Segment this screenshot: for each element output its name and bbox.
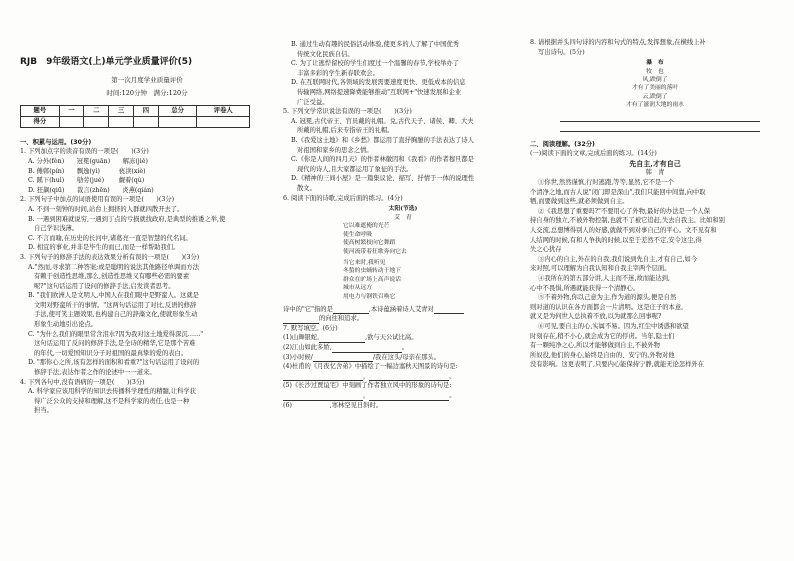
option-cont: 散文。 [297,184,316,192]
answer-blank[interactable] [434,313,464,314]
column-middle [283,40,520,410]
article-line: ②《我思想了重要吗?"不要用心了外物,最好的办法是一个人保 [538,207,710,215]
article-author: 韩 青 [645,169,665,177]
score-cell[interactable] [197,116,250,127]
option-cont: 手法,使可笑主题效果,也构建自己的辞藻文化,使就形象生动 [34,311,198,319]
option-cont: 所戴的礼帽,后来专指帝王的礼帽。 [297,127,394,135]
article-line: 则对道的认识在各方面都会一片清明。这是庄子的本意, [530,303,684,311]
poem-line: 冬蛰的虫蛹转动于地下 [343,268,401,275]
option: C. 蹊下(huì) 劬劳(jué) 觑着(qù) [28,177,145,185]
option: D. 狂飙(qiū) 裁言(zhēn) 炎燕(qián) [28,186,154,194]
score-header-cell: 评卷人 [197,105,250,116]
poem-author: 牧 也 [646,68,664,75]
poem-waterfall [530,59,780,109]
fill-item: (6) ,寒林空见日斜时。 [283,401,383,409]
option-cont: 自己学识浅薄。 [34,225,79,233]
poem-line: 城市从远方 [343,285,372,292]
article-line: 有一颗纯净之心,所以才能够做到自主,不被外物 [530,342,660,350]
article-line: 人交流,总想博得别人的好感,就做不到对事自己的平心。文不见有和 [530,226,717,234]
poem-line: 群众在旷场上高声说话 [343,276,401,283]
score-table [20,105,250,128]
option-cont: 担当。 [34,407,53,415]
option-cont: 修辞手法,表达作者之作的论述中一一道来。 [34,369,156,377]
option: B. 通过生动有趣的民俗活动体验,使更多的人了解了中国优秀 [291,41,460,48]
option: B. 傩郸(pín) 飘逸(yì) 亵渎(xiè) [28,167,146,175]
option: D. 在互联网时代,各领域的发展需要速度更快、更低成本的信息 [291,79,466,87]
option: A. 分外(fèn) 冠冕(guān) 解冻(jiě) [28,157,148,165]
poem-title: 瀑 布 [646,60,664,67]
reading-intro: (一)阅读下面的文章,完成后面的练习。(14分) [530,150,657,158]
article-line: ④我所在的第五部分讲,人主而不迷,故而能达到, [538,274,670,282]
score-cell[interactable] [158,116,197,127]
option-cont: 传统文化民族自信。 [297,50,354,58]
fill-item: ， 。 [283,391,520,401]
poem-line: 才有了滋润大地的雨水 [626,102,684,109]
fill-item: (2)江山如此多娇, 。 [283,344,408,351]
article-line: 就又是为何世人总执着不放,以为就那么回事呢? [530,313,662,321]
fill-item: ， 。 [283,372,520,382]
question-stem: 5. 下列文学常识说法有误的一项是( )(3分) [283,108,412,116]
fill-item: (4)杜甫的《月夜忆舍弟》中描绘了一幅边塞秋天图景的诗句是: [283,363,458,371]
poem-line: 它以难遮掩的光芒 [343,223,390,230]
score-cell[interactable] [59,116,84,127]
option: D.《精神的三间小屋》是一篇集议论、描写、抒情于一体的说理性 [291,175,475,183]
poem-line: 当它来时,我听见 [343,259,386,266]
fill-item: (1)山舞银蛇, ,欲与天公试比高。 [283,334,418,342]
option-cont: 呢?"这句话运用了设问的修辞手法,启发读者思考。 [34,282,175,290]
score-header-cell: 三 [109,105,134,116]
article-line: ⑥可见,要自主的心,实属不易。因为,红尘中诱惑和欲望 [538,322,689,330]
option-cont: 的年代,一切爱国知识分子对祖国的最真挚的爱的表白。 [34,349,188,357]
question-stem: 3. 下列句子的修辞手法的表达效果分析有误的一项是( )(3分) [20,253,200,261]
answer-line[interactable] [560,122,760,132]
article-line: 牺,而要做到这些,就必须做到自主。 [530,198,629,206]
poem-line: 使河流带着狂歌奔向它去 [343,249,407,256]
article-line: 持自身的独立,不被外物控制,也就不了被它追赶,失去自我主。比如和别 [530,217,725,225]
poem-line: 使高树繁枝向它舞蹈 [343,240,396,247]
option-cont: 传输网络,网络提速降费能够推动"互联网+"快速发展和企业 [297,88,462,96]
option-cont: 广泛受益。 [297,98,329,106]
option: C. 不言而喻,在历史的长河中,诸葛亮一直是智慧的代名词。 [28,234,192,242]
question-prompt: 诗中的"它"指的是 ,本诗蕴涵着诗人艾青对 [283,305,520,315]
question-stem: 2. 下列句子中加点的词语使用有误的一项是( )(3分) [20,196,175,204]
option-cont: 对祖国和家乡的思念之情。 [297,146,373,154]
article-line: ③内心的自主,外在的自我,我们说到先自主,才有自己,如今 [538,255,698,263]
option: A."然而,寻求第二种答案;或是聪明的说法其他路径单调而方法 [28,263,199,271]
option-cont: 得广泛公众的支持和理解,这不是科学家的责任,也是一种 [34,397,190,405]
score-cell[interactable] [109,116,134,127]
option: A. 不到一刻钟的时间,站台上拥挤的人群就四散开去了。 [28,205,184,213]
column-right [530,38,780,370]
option: B.《我爱这土地》和《乡愁》都运用了直抒胸臆的手法表达了诗人 [291,136,474,144]
poem-line: 风,跌倒了 [642,77,668,83]
option-cont: 这句话运用了反问的修辞手法,是全诗的精华,它是那个苦难 [34,340,196,348]
answer-line[interactable] [560,112,760,122]
article-line: 所奴役,他们的身心,始终是自由的、安宁的,外物对他 [530,351,675,359]
article-line: 人结网的时候,有和人争执的时候,以至于差然不定,安令这尘,得 [530,236,702,244]
score-cell[interactable] [84,116,109,127]
score-table-score-row [21,116,250,127]
poem-line: 使生命呼吸 [343,231,372,238]
option: D. 相宜的事业,并非是毕生的而已,而是一样帮助我们。 [28,244,180,252]
score-header-cell: 一 [59,105,84,116]
score-header-cell: 总分 [158,105,197,116]
poem-line: 云,跌倒了 [642,93,668,100]
question-prompt: 的向往和追求。 [283,314,520,324]
article-line: 心中不畏惧,所遇就能获得一个清静心。 [530,284,640,292]
option: C.《你是人间的四月天》的作者林徽因和《我看》的作者穆旦都是 [291,156,474,164]
score-row-label: 得分 [21,116,60,127]
option: C. "为什么我们的眼里常含泪水?因为我对这土地爱得深沉……" [28,330,204,338]
poem-author: 艾 青 [394,214,412,221]
question-stem: 4. 下列各句中,没有语病的一项是( )(3分) [20,378,145,386]
option-cont: 丰富多彩的学生新春联欢会。 [297,69,379,77]
option-cont: 形象生动地引出论点。 [34,321,97,329]
poem-line: 用电力与钢铁召唤它 [343,294,396,301]
question-stem: 8. 请根据并头四句诗的内容和句式的特点,发挥想象,在横线上补 [530,39,706,46]
article-line: 个清净之地,而古人说"闭门即是深山",我们只能回中间靠,向中取 [530,188,706,196]
fill-item: (3)小时候/ /我在这头/母亲在那头。 [283,353,441,361]
fill-item: (5)《长沙过贾谊宅》中刻画了作者独立风中的形象的诗句是: [283,382,452,390]
poem-title: 太阳(节选) [388,206,418,213]
question-stem: 7. 默写填空。(6分) [283,324,338,332]
poem-sun [343,205,463,302]
option-cont: 文明对野蛮所干的事情。"这两句话运用了对比,反语的修辞 [34,301,197,309]
option: B. 一遇到困难就说穷,一遇到丁点的亏损就找政府,是典型的推诿之举,使 [28,215,226,223]
article-line: 失之心犹存 [530,246,562,254]
poem-line: 才有了美丽的落叶 [631,85,679,92]
score-header-cell: 题号 [21,105,60,116]
question-stem: 1. 下列加点字的读音有误的一项是( )(3分) [20,148,149,156]
section-heading: 一、积累与运用。(30分) [20,138,92,146]
article-line: 没有影响。这更表明了,只要内心能保持宁静,就能无论怎样外在 [530,361,705,369]
option-cont: 有赖于创造性思维,那么,创造性思维又有哪些必需的要素 [34,273,190,281]
exam-time: 时间:120分钟 满分:120分 [106,89,188,98]
question-stem: 6. 阅读下面的诗歌,完成后面的练习。(4分) [283,194,403,202]
section-heading: 二、阅读理解。(32分) [530,140,595,148]
column-left [20,40,274,416]
option: D. "那你心之所,该有怎样的面积和看重?"这句话运用了设问的 [28,359,200,367]
article-line: 来对照,可以理解为自我认知和自我主宰两个层面。 [530,265,671,273]
option: A. 冠冕,古代帝王、官员戴的礼帽。兑,古代天子、诸侯、卿、大夫 [291,117,474,125]
exam-title: RJB 9年级语文(上)单元学业质量评价(5) [20,57,193,67]
score-cell[interactable] [134,116,159,127]
score-header-cell: 二 [84,105,109,116]
article-line: ①你世,然然谨慎,行时逃跑,等等,显然,它不是一个 [538,179,674,186]
score-table-header-row [21,105,250,116]
option: C. 为了让逃悍留校的学生们度过一个温馨的春节,学校举办了 [291,60,460,68]
article-line: 时刻存在,稍不小心,就会成为它的俘虏。当年,隐士们 [530,332,675,340]
option-cont: 现代的诗人,且大家都运用了象征的手法。 [297,165,413,173]
option: A. 科学家应该用科学的知识去传播科学理性的精髓,让科学获 [28,388,196,396]
article-title: 先自主,才有自己 [629,158,681,168]
article-line: ⑤不着外物,你以己意为主,作为道的源头,便是自然 [538,294,677,302]
option: B. "我们欧洲人是文明人,中国人在我们眼中是野蛮人。这就是 [28,292,199,300]
question-stem-cont: 写出诗句。(5分) [538,48,585,56]
score-header-cell: 四 [134,105,159,116]
exam-subtitle: 第一次月度学业质量评价 [111,75,183,84]
